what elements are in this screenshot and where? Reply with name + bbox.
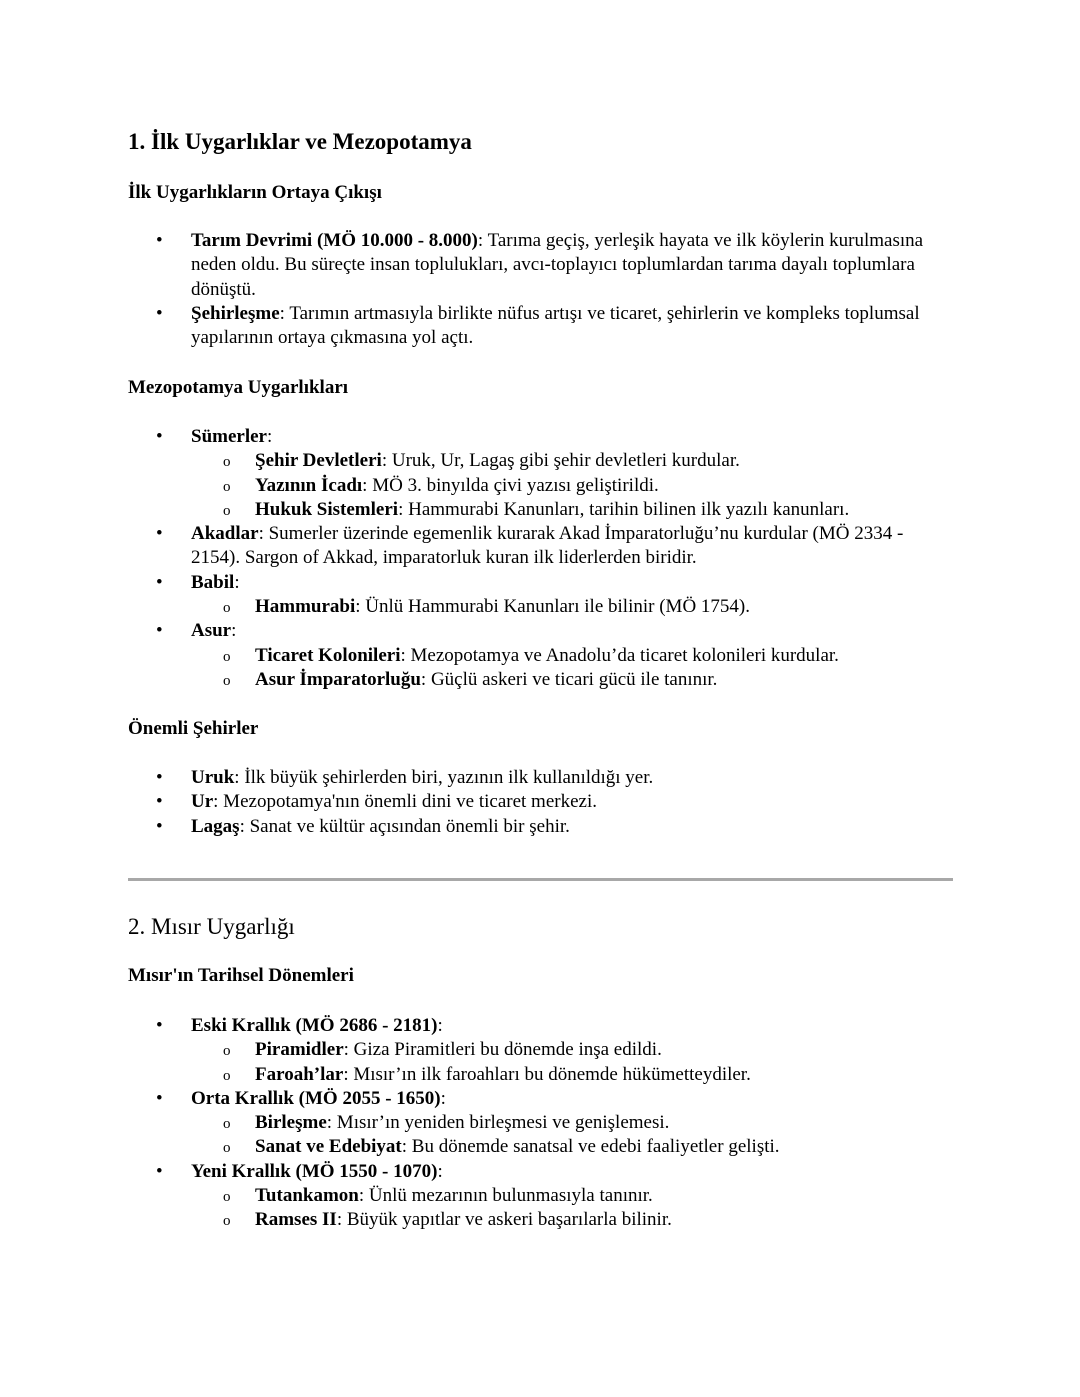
list-subitem: o Tutankamon: Ünlü mezarının bulunmasıyla tanınır. xyxy=(128,1184,953,1208)
cities-list xyxy=(128,766,953,839)
list-item: • Tarım Devrimi (MÖ 10.000 - 8.000): Tarıma geçiş, yerleşik hayata ve ilk köylerin kurulmasına neden oldu. Bu süreçte insan toplulukları, avcı-toplayıcı toplumlardan tarıma dayalı toplumlara dönüştü. xyxy=(128,229,953,302)
subheading-origin: İlk Uygarlıkların Ortaya Çıkışı xyxy=(128,182,382,203)
list-item: • Orta Krallık (MÖ 2055 - 1650): xyxy=(128,1087,953,1111)
list-subitem: o Faroah’lar: Mısır’ın ilk faroahları bu dönemde hükümetteydiler. xyxy=(128,1063,953,1087)
periods-list xyxy=(128,1014,953,1233)
list-item: • Yeni Krallık (MÖ 1550 - 1070): xyxy=(128,1160,953,1184)
list-item: • Akadlar: Sumerler üzerinde egemenlik kurarak Akad İmparatorluğu’nu kurdular (MÖ 2334 - 2154). Sargon of Akkad, imparatorluk kuran ilk liderlerden biridir. xyxy=(128,522,953,571)
mesopotamia-list xyxy=(128,425,953,692)
list-subitem: o Ramses II: Büyük yapıtlar ve askeri başarılarla bilinir. xyxy=(128,1208,953,1232)
list-subitem: o Hukuk Sistemleri: Hammurabi Kanunları, tarihin bilinen ilk yazılı kanunları. xyxy=(128,498,953,522)
list-item: • Babil: xyxy=(128,571,953,595)
list-item: • Lagaş: Sanat ve kültür açısından önemli bir şehir. xyxy=(128,815,953,839)
subheading-mesopotamia: Mezopotamya Uygarlıkları xyxy=(128,377,349,398)
section-divider xyxy=(128,878,953,881)
section-title-2: 2. Mısır Uygarlığı xyxy=(128,914,295,939)
list-subitem: o Piramidler: Giza Piramitleri bu dönemde inşa edildi. xyxy=(128,1038,953,1062)
list-item: • Ur: Mezopotamya'nın önemli dini ve ticaret merkezi. xyxy=(128,790,953,814)
origin-list xyxy=(128,229,953,350)
section-title-1: 1. İlk Uygarlıklar ve Mezopotamya xyxy=(128,129,472,154)
list-item: • Şehirleşme: Tarımın artmasıyla birlikte nüfus artışı ve ticaret, şehirlerin ve kompleks toplumsal yapılarının ortaya çıkmasına yol açtı. xyxy=(128,302,953,351)
list-subitem: o Birleşme: Mısır’ın yeniden birleşmesi ve genişlemesi. xyxy=(128,1111,953,1135)
list-item: • Uruk: İlk büyük şehirlerden biri, yazının ilk kullanıldığı yer. xyxy=(128,766,953,790)
list-item: • Sümerler: xyxy=(128,425,953,449)
subheading-periods: Mısır'ın Tarihsel Dönemleri xyxy=(128,965,354,986)
subheading-cities: Önemli Şehirler xyxy=(128,718,259,739)
list-subitem: o Hammurabi: Ünlü Hammurabi Kanunları ile bilinir (MÖ 1754). xyxy=(128,595,953,619)
list-subitem: o Şehir Devletleri: Uruk, Ur, Lagaş gibi şehir devletleri kurdular. xyxy=(128,449,953,473)
list-item: • Eski Krallık (MÖ 2686 - 2181): xyxy=(128,1014,953,1038)
list-subitem: o Ticaret Kolonileri: Mezopotamya ve Anadolu’da ticaret kolonileri kurdular. xyxy=(128,644,953,668)
list-item: • Asur: xyxy=(128,619,953,643)
list-subitem: o Sanat ve Edebiyat: Bu dönemde sanatsal ve edebi faaliyetler gelişti. xyxy=(128,1135,953,1159)
list-subitem: o Yazının İcadı: MÖ 3. binyılda çivi yazısı geliştirildi. xyxy=(128,474,953,498)
list-subitem: o Asur İmparatorluğu: Güçlü askeri ve ticari gücü ile tanınır. xyxy=(128,668,953,692)
